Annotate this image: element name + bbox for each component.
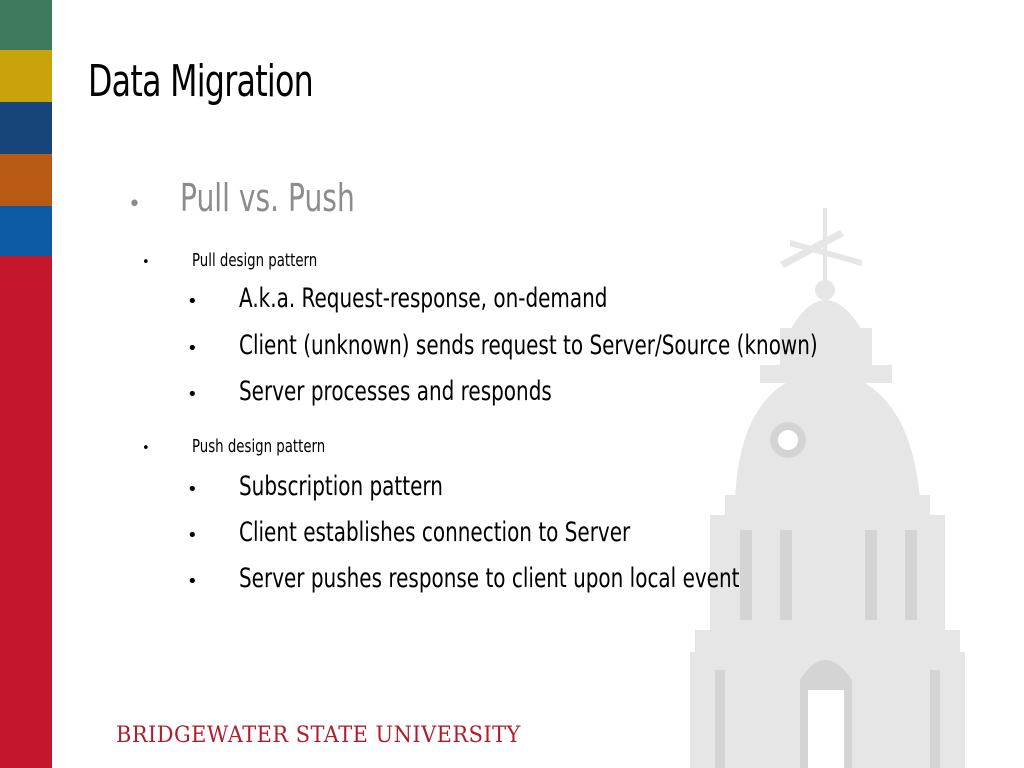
color-band-green: [0, 0, 52, 50]
color-band-navy: [0, 102, 52, 154]
bullet-level3-text: Client establishes connection to Server: [239, 517, 631, 548]
color-band-blue: [0, 206, 52, 256]
bullet-dot: •: [187, 291, 198, 312]
bullet-item: [187, 563, 915, 594]
university-logo: BRIDGEWATER STATE UNIVERSITY: [116, 723, 521, 748]
bullet-level1-text: Pull vs. Push: [180, 176, 355, 220]
bullet-item: [187, 471, 515, 502]
bullet-dot: •: [187, 479, 198, 500]
bullet-item: [187, 283, 737, 314]
bullet-level3-text: Server processes and responds: [239, 376, 552, 407]
bullet-level2-text: Pull design pattern: [192, 250, 318, 271]
bullet-push-design: [142, 436, 372, 457]
bullet-level3-text: Subscription pattern: [239, 471, 443, 502]
bullet-level3-text: A.k.a. Request-response, on-demand: [239, 283, 608, 314]
bullet-dot: •: [187, 525, 198, 546]
bullet-level1: [128, 176, 416, 220]
bullet-pull-design: [142, 250, 361, 271]
bullet-dot: •: [142, 441, 150, 456]
bullet-dot: •: [187, 571, 198, 592]
bullet-dot: •: [187, 384, 198, 405]
bullet-level3-text: Client (unknown) sends request to Server/Source (known): [239, 330, 818, 361]
bullet-level2-text: Push design pattern: [192, 436, 326, 457]
color-band-orange: [0, 154, 52, 206]
color-band-gold: [0, 50, 52, 102]
bullet-dot: •: [128, 192, 141, 217]
bullet-dot: •: [142, 255, 150, 270]
bullet-level3-text: Server pushes response to client upon local event: [239, 563, 740, 594]
color-band-red: [0, 256, 52, 768]
bullet-item: [187, 376, 662, 407]
bullet-item: [187, 517, 768, 548]
bullet-item: [187, 330, 1021, 361]
slide-title: Data Migration: [88, 56, 313, 107]
bullet-dot: •: [187, 338, 198, 359]
